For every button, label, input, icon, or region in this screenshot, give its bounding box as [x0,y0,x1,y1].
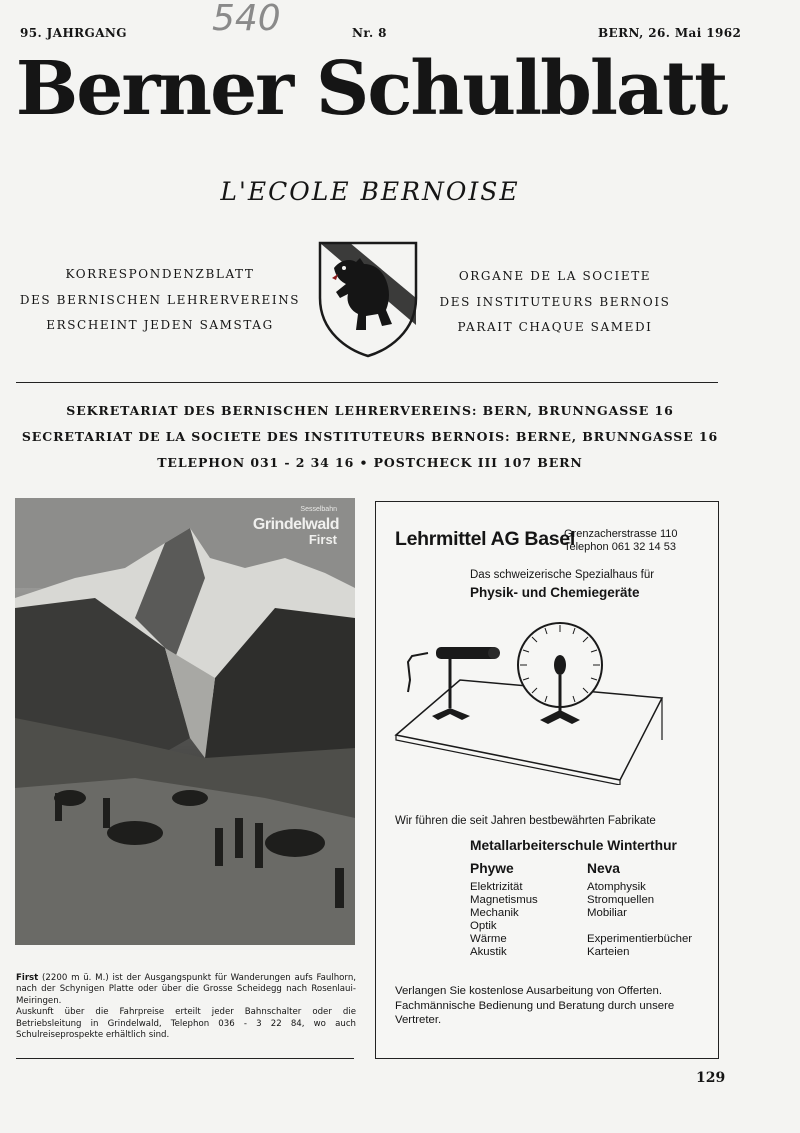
list-item: Atomphysik [587,881,646,893]
issue-number: Nr. 8 [352,26,387,40]
list-item: Mobiliar [587,907,627,920]
right-info-line: ORGANE DE LA SOCIETE [458,269,652,283]
right-info-line: PARAIT CHAQUE SAMEDI [457,320,653,334]
caption-lead: First [16,973,39,983]
contact-line-de: SEKRETARIAT DES BERNISCHEN LEHRERVEREINS: BERN, BRUNNGASSE 16 [66,403,674,418]
right-info-block [410,264,700,341]
bern-coat-of-arms-icon [316,240,420,358]
ad-phone: Telephon 061 32 14 53 [564,541,676,553]
list-item: Mechanik [470,907,519,920]
left-info-line: DES BERNISCHEN LEHRERVEREINS [19,292,301,307]
ad-address [564,528,678,554]
ad-specialty: Physik- und Chemiegeräte [470,585,640,600]
caption-rule [16,1058,354,1059]
mountain-scene-image [15,498,355,945]
ad-closing-text: Verlangen Sie kostenlose Ausarbeitung von Offerten. Fachmännische Bedienung und Beratung durch unsere Vertreter. [395,985,675,1026]
ad-products-intro: Wir führen die seit Jahren bestbewährten Fabrikate [395,815,656,827]
contact-line-fr: SECRETARIAT DE LA SOCIETE DES INSTITUTEURS BERNOIS: BERNE, BRUNNGASSE 16 [21,429,719,444]
ad-tagline: Das schweizerische Spezialhaus für [470,569,655,581]
ad-company-name: Lehrmittel AG Basel [395,528,575,550]
left-info-line: KORRESPONDENZBLATT [65,267,255,281]
photo-caption [16,973,356,1041]
caption-body: (2200 m ü. M.) ist der Ausgangspunkt für Wanderungen aufs Faulhorn, nach der Schynigen Platte oder über die Grosse Scheidegg nach Rosenlaui-Meiringen. [16,973,356,1006]
page-number: 129 [696,1070,726,1086]
lift-logo-small: Sesselbahn [300,506,337,513]
ad-street: Grenzacherstrasse 110 [564,528,678,540]
lift-logo-sub: First [308,532,337,547]
handwritten-note: 540 [212,0,281,39]
list-item: Stromquellen [587,894,655,907]
masthead-title: Berner Schulblatt [15,46,727,132]
list-item: Elektrizität [470,881,523,893]
issue-date: BERN, 26. Mai 1962 [598,26,742,40]
list-item: Magnetismus [470,894,538,907]
divider-rule [16,382,718,383]
ad-manufacturer: Metallarbeiterschule Winterthur [470,838,677,853]
ad-brand-neva: Neva [587,861,620,876]
grindelwald-photo [15,498,355,945]
ad-brand-phywe: Phywe [470,861,514,876]
volume-label: 95. JAHRGANG [20,26,127,40]
list-item [587,920,692,933]
right-info-line: DES INSTITUTEURS BERNOIS [439,294,671,309]
list-item: Experimentierbücher [587,933,693,946]
left-info-block [10,262,310,339]
lift-logo-main: Grindelwald [252,516,339,533]
list-item: Karteien [587,946,630,959]
masthead-subtitle: L'ECOLE BERNOISE [220,177,520,206]
list-item: Wärme [470,933,507,946]
ad-neva-list [587,881,692,960]
list-item: Akustik [470,946,507,959]
list-item: Optik [470,920,497,933]
lehrmittel-advertisement [375,501,719,1059]
contact-line-phone: TELEPHON 031 - 2 34 16 • POSTCHECK III 107 BERN [157,455,583,470]
ad-phywe-list [470,881,538,960]
caption-info: Auskunft über die Fahrpreise erteilt jeder Bahnschalter oder die Betriebsleitung in Grindelwald, Telephon 036 - 3 22 84, wo auch Schulreiseprospekte erhältlich sind. [16,1007,356,1041]
left-info-line: ERSCHEINT JEDEN SAMSTAG [46,318,274,332]
physics-apparatus-illustration [390,620,710,785]
